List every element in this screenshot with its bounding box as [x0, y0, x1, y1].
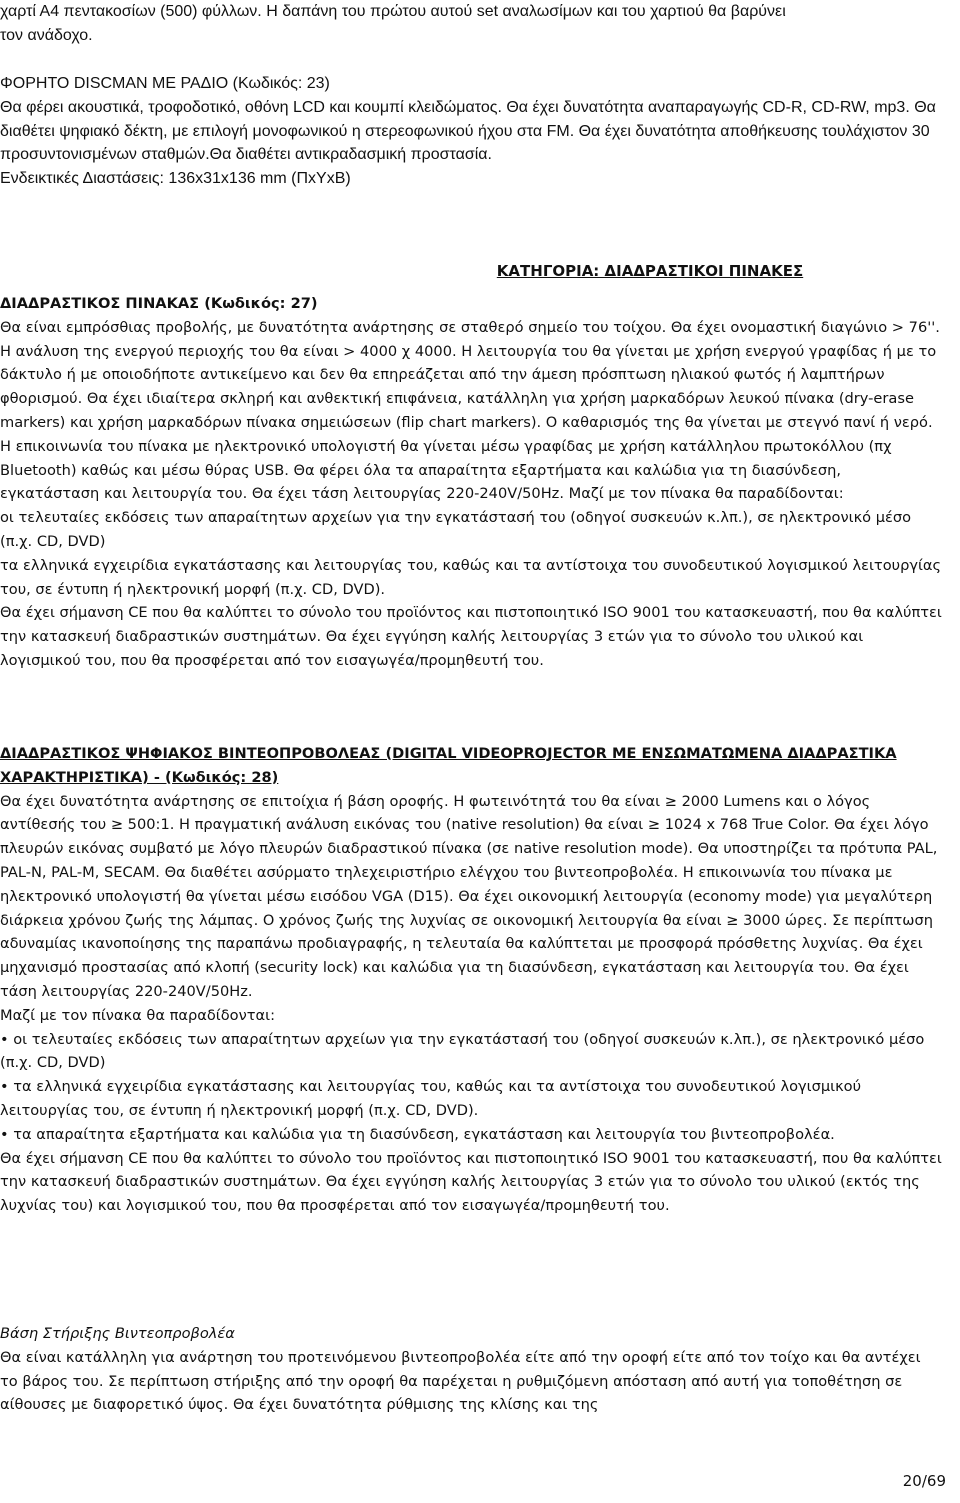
discman-body: Θα φέρει ακουστικά, τροφοδοτικό, οθόνη LCD και κουμπί κλειδώματος. Θα έχει δυνατότητα αναπαραγωγής CD-R, CD-RW, mp3. Θα διαθέτει ψηφιακό δέκτη, με επιλογή μονοφωνικού η στερεοφωνικού ήχου στα FM. Θα έχει δυνατότητα αποθήκευσης τουλάχιστον 30 προσυντονισμένων σταθμών.Θα διαθέτει αντικραδασμική προστασία.: [0, 98, 936, 164]
category-label: ΚΑΤΗΓΟΡΙΑ: ΔΙΑΔΡΑΣΤΙΚΟΙ ΠΙΝΑΚΕΣ: [496, 262, 804, 280]
discman-section: [0, 72, 950, 191]
projector-title: ΔΙΑΔΡΑΣΤΙΚΟΣ ΨΗΦΙΑΚΟΣ ΒΙΝΤΕΟΠΡΟΒΟΛΕΑΣ (DIGITAL VIDEOPROJECTOR ΜΕ ΕΝΣΩΜΑΤΩΜΕΝΑ ΔΙΑΔΡΑΣΤΙΚΑ ΧΑΡΑΚΤΗΡΙΣΤΙΚΑ) - (Κωδικός: 28): [0, 745, 897, 786]
category-heading: [0, 262, 960, 281]
projector-intro: Μαζί με τον πίνακα θα παραδίδονται:: [0, 1006, 276, 1024]
board-item-1: οι τελευταίες εκδόσεις των απαραίτητων αρχείων για την εγκατάστασή του (οδηγοί συσκευών κ.λπ.), σε ηλεκτρονικό μέσο (π.χ. CD, DVD): [0, 509, 912, 550]
page-number: 20/69: [902, 1472, 946, 1490]
intro-line-2: τον ανάδοχο.: [0, 26, 93, 44]
projector-bullet-1: • οι τελευταίες εκδόσεις των απαραίτητων αρχείων για την εγκατάστασή του (οδηγοί συσκευών κ.λπ.), σε ηλεκτρονικό μέσο (π.χ. CD, DVD): [0, 1028, 942, 1076]
board-item-2: τα ελληνικά εγχειρίδια εγκατάστασης και λειτουργίας του, καθώς και τα αντίστοιχα του συνοδευτικού λογισμικού λειτουργίας του, σε έντυπη ή ηλεκτρονική μορφή (π.χ. CD, DVD).: [0, 556, 942, 598]
stand-section: [0, 1322, 942, 1417]
projector-ce: Θα έχει σήμανση CE που θα καλύπτει το σύνολο του προϊόντος και πιστοποιητικό ISO 9001 του κατασκευαστή, που θα καλύπτει την κατασκευή διαδραστικών συστημάτων. Θα έχει εγγύηση καλής λειτουργίας 3 ετών για το σύνολο του υλικού (εκτός της λυχνίας του) και λογισμικού του, που θα προσφέρεται από τον εισαγωγέα/προμηθευτή του.: [0, 1149, 942, 1215]
discman-dimensions: Ενδεικτικές Διαστάσεις: 136x31x136 mm (ΠxΥxΒ): [0, 170, 351, 188]
stand-body: Θα είναι κατάλληλη για ανάρτηση του προτεινόμενου βιντεοπροβολέα είτε από την οροφή είτε από τον τοίχο και θα αντέχει το βάρος του. Σε περίπτωση στήριξης από την οροφή θα παρέχεται η ρυθμιζόμενη απόσταση από αυτή για τοποθέτηση σε αίθουσες με διαφορετικό ύψος. Θα έχει δυνατότητα ρύθμισης της κλίσης και της: [0, 1348, 921, 1414]
discman-title: ΦΟΡΗΤΟ DISCMAN ΜΕ ΡΑΔΙΟ (Κωδικός: 23): [0, 75, 330, 92]
stand-title: Βάση Στήριξης Βιντεοπροβολέα: [0, 1325, 235, 1342]
intro-line-1: χαρτί Α4 πεντακοσίων (500) φύλλων. Η δαπάνη του πρώτου αυτού set αναλωσίμων και του χαρτιού θα βαρύνει: [0, 3, 786, 20]
board-ce: Θα έχει σήμανση CE που θα καλύπτει το σύνολο του προϊόντος και πιστοποιητικό ISO 9001 του κατασκευαστή, που θα καλύπτει την κατασκευή διαδραστικών συστημάτων. Θα έχει εγγύηση καλής λειτουργίας 3 ετών για το σύνολο του υλικού και λογισμικού του, που θα προσφέρεται από τον εισαγωγέα/προμηθευτή του.: [0, 604, 942, 669]
board-title: ΔΙΑΔΡΑΣΤΙΚΟΣ ΠΙΝΑΚΑΣ (Κωδικός: 27): [0, 295, 318, 312]
projector-bullet-2: • τα ελληνικά εγχειρίδια εγκατάστασης και λειτουργίας του, καθώς και τα αντίστοιχα του συνοδευτικού λογισμικού λειτουργίας του, σε έντυπη ή ηλεκτρονική μορφή (π.χ. CD, DVD).: [0, 1075, 942, 1123]
projector-body: Θα έχει δυνατότητα ανάρτησης σε επιτοίχια ή βάση οροφής. Η φωτεινότητά του θα είναι ≥ 2000 Lumens και ο λόγος αντίθεσής του ≥ 500:1. Η πραγματική ανάλυση εικόνας του (native resolution) θα είναι ≥ 1024 x 768 True Color. Θα έχει λόγο πλευρών εικόνας συμβατό με λόγο πλευρών διαδραστικού πίνακα (σε native resolution mode). Θα υποστηρίζει τα πρότυπα PAL, PAL-N, PAL-M, SECAM. Θα διαθέτει ασύρματο τηλεχειριστήριο ελέγχου του βιντεοπροβολέα. Η επικοινωνία του πίνακα με ηλεκτρονικό υπολογιστή θα γίνεται μέσω εισόδου VGA (D15). Θα έχει οικονομική λειτουργία (economy mode) για μεγαλύτερη διάρκεια χρόνου ζωής της λάμπας. Ο χρόνος ζωής της λυχνίας σε οικονομική λειτουργία θα είναι ≥ 3000 ώρες. Σε περίπτωση αδυναμίας ικανοποίησης της παραπάνω προδιαγραφής, η τελευταία θα καλύπτεται με προσφορά πρόσθετης λυχνίας. Θα έχει μηχανισμό προστασίας από κλοπή (security lock) και καλώδια για τη διασύνδεση, εγκατάσταση και λειτουργία του. Θα έχει τάση λειτουργίας 220-240V/50Hz.: [0, 792, 938, 1000]
projector-bullet-3: • τα απαραίτητα εξαρτήματα και καλώδια για τη διασύνδεση, εγκατάσταση και λειτουργία του βιντεοπροβολέα.: [0, 1123, 942, 1147]
board-section: [0, 292, 942, 673]
board-body: Θα είναι εμπρόσθιας προβολής, με δυνατότητα ανάρτησης σε σταθερό σημείο του τοίχου. Θα έχει ονομαστική διαγώνιο > 76''. Η ανάλυση της ενεργού περιοχής του θα είναι > 4000 χ 4000. Η λειτουργία του θα γίνεται με χρήση ενεργού γραφίδας ή με το δάκτυλο ή με οποιοδήποτε αντικείμενο και δεν θα επηρεάζεται από την άμεση πρόσπτωση ηλιακού φωτός ή λαμπτήρων φθορισμού. Θα έχει ιδιαίτερα σκληρή και ανθεκτική επιφάνεια, κατάλληλη για χρήση μαρκαδόρων λευκού πίνακα (dry-erase markers) και χρήση μαρκαδόρων πίνακα σημειώσεων (flip chart markers). Ο καθαρισμός της θα γίνεται με στεγνό πανί ή νερό. Η επικοινωνία του πίνακα με ηλεκτρονικό υπολογιστή θα γίνεται μέσω γραφίδας με χρήση κατάλληλου πρωτοκόλλου (πχ Bluetooth) καθώς και μέσω θύρας USB. Θα φέρει όλα τα απαραίτητα εξαρτήματα και καλώδια για τη διασύνδεση, εγκατάσταση και λειτουργία του. Θα έχει τάση λειτουργίας 220-240V/50Hz. Μαζί με τον πίνακα θα παραδίδονται:: [0, 318, 940, 503]
projector-section: [0, 742, 942, 1218]
intro-paragraph: [0, 0, 950, 48]
